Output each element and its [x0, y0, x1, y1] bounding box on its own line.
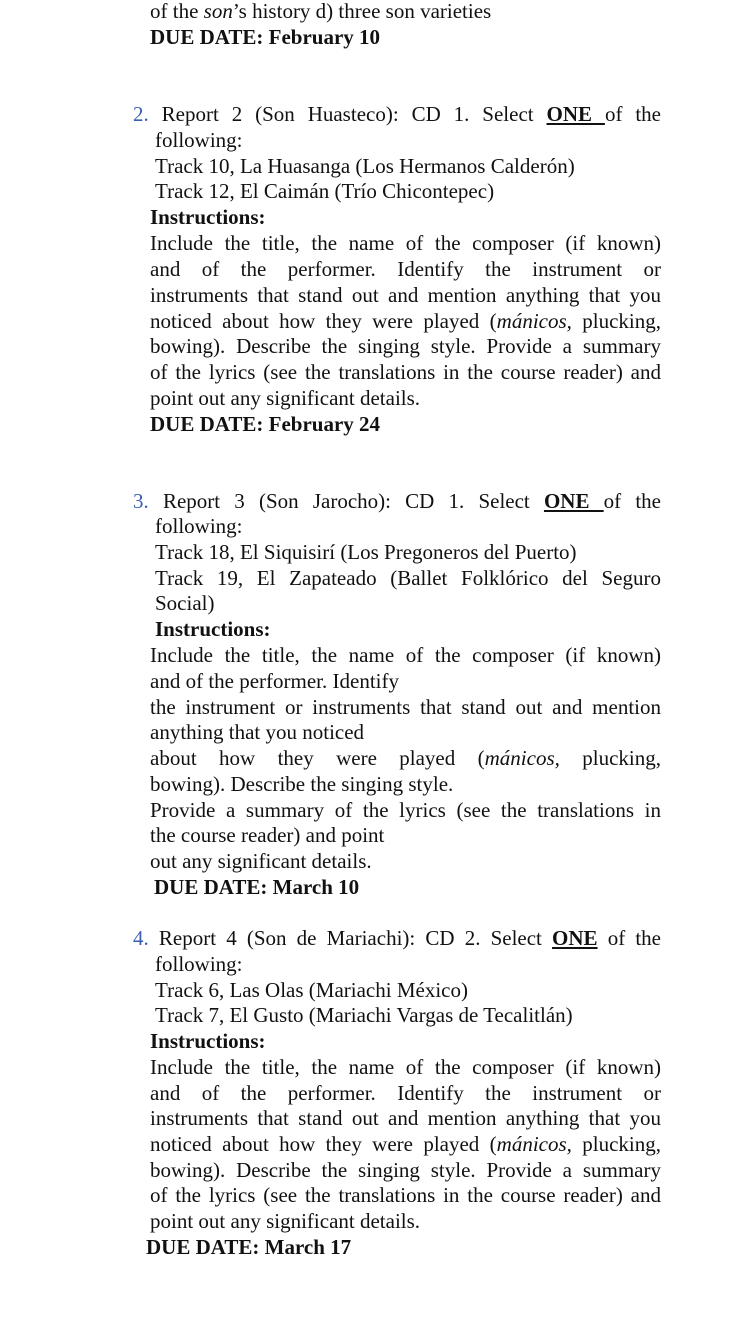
- instruction-line: noticed about how they were played (mánicos, plucking,: [150, 309, 661, 333]
- report-number: 4.: [133, 926, 149, 950]
- following-label: following:: [155, 128, 243, 152]
- instruction-line: point out any significant details.: [150, 1209, 421, 1233]
- instructions-label: Instructions:: [155, 617, 271, 641]
- one-emphasis: ONE: [546, 102, 605, 126]
- instruction-line: and of the performer. Identify: [150, 669, 399, 693]
- track-item: Track 18, El Siquisirí (Los Pregoneros del Puerto): [155, 540, 577, 564]
- instruction-line: about how they were played (mánicos, plucking,: [150, 746, 661, 770]
- one-emphasis: ONE: [543, 489, 604, 513]
- instructions-label: Instructions:: [150, 1029, 266, 1053]
- instruction-line: and of the performer. Identify the instrument or: [150, 257, 661, 281]
- instruction-line: noticed about how they were played (mánicos, plucking,: [150, 1132, 661, 1156]
- instruction-line: Include the title, the name of the composer (if known): [150, 231, 661, 255]
- instruction-line: the instrument or instruments that stand out and mention: [150, 695, 661, 719]
- following-label: following:: [155, 952, 243, 976]
- track-item: Track 12, El Caimán (Trío Chicontepec): [155, 179, 495, 203]
- track-item: Track 7, El Gusto (Mariachi Vargas de Tecalitlán): [155, 1003, 573, 1027]
- report-number: 3.: [133, 489, 149, 513]
- instruction-line: anything that you noticed: [150, 720, 365, 744]
- intro-due-date: DUE DATE: February 10: [150, 25, 381, 49]
- following-label: following:: [155, 514, 243, 538]
- report-2-heading: 2. Report 2 (Son Huasteco): CD 1. Select ONE of the: [133, 102, 661, 126]
- instruction-line: out any significant details.: [150, 849, 372, 873]
- instruction-line: point out any significant details.: [150, 386, 421, 410]
- instruction-line: instruments that stand out and mention anything that you: [150, 283, 661, 307]
- track-item: Track 10, La Huasanga (Los Hermanos Calderón): [155, 154, 575, 178]
- report-4-heading: 4. Report 4 (Son de Mariachi): CD 2. Select ONE of the: [133, 926, 661, 950]
- instruction-line: bowing). Describe the singing style. Provide a summary: [150, 334, 661, 358]
- instruction-line: Include the title, the name of the composer (if known): [150, 643, 661, 667]
- due-date: DUE DATE: March 10: [154, 875, 360, 899]
- instruction-line: of the lyrics (see the translations in the course reader) and: [150, 360, 661, 384]
- report-number: 2.: [133, 102, 149, 126]
- track-item: Track 19, El Zapateado (Ballet Folklórico del Seguro: [155, 566, 661, 590]
- due-date: DUE DATE: March 17: [146, 1235, 352, 1259]
- track-item: Social): [155, 591, 215, 615]
- instructions-label: Instructions:: [150, 205, 266, 229]
- instruction-line: bowing). Describe the singing style. Provide a summary: [150, 1158, 661, 1182]
- instruction-line: Include the title, the name of the composer (if known): [150, 1055, 661, 1079]
- instruction-line: and of the performer. Identify the instrument or: [150, 1081, 661, 1105]
- instruction-line: instruments that stand out and mention anything that you: [150, 1106, 661, 1130]
- due-date: DUE DATE: February 24: [150, 412, 381, 436]
- instruction-line: of the lyrics (see the translations in the course reader) and: [150, 1183, 661, 1207]
- intro-line: of the son’s history d) three son varieties: [150, 0, 492, 23]
- instruction-line: the course reader) and point: [150, 823, 385, 847]
- one-emphasis: ONE: [552, 926, 598, 950]
- instruction-line: Provide a summary of the lyrics (see the translations in: [150, 798, 661, 822]
- instruction-line: bowing). Describe the singing style.: [150, 772, 454, 796]
- report-3-heading: 3. Report 3 (Son Jarocho): CD 1. Select ONE of the: [133, 489, 661, 513]
- track-item: Track 6, Las Olas (Mariachi México): [155, 978, 468, 1002]
